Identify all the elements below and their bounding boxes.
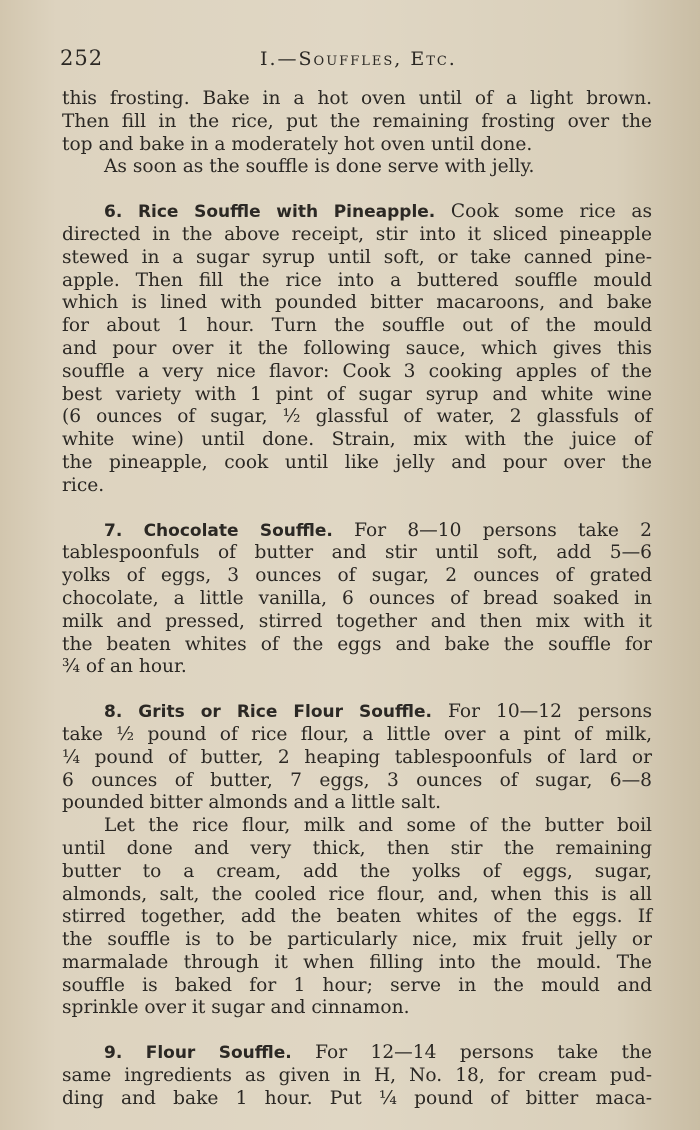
text-line: pounded bitter almonds and a little salt.	[62, 792, 442, 814]
text-line: until done and very thick, then stir the remaining	[62, 837, 652, 859]
recipe-first-line	[62, 520, 652, 543]
recipe-7	[62, 520, 652, 680]
text-line: white wine) until done. Strain, mix with the juice of	[62, 429, 652, 451]
text-line: yolks of eggs, 3 ounces of sugar, 2 ounces of grated	[62, 565, 652, 587]
text-line: stirred together, add the beaten whites of the eggs. If	[62, 906, 652, 928]
paragraph	[62, 156, 652, 179]
text-line: best variety with 1 pint of sugar syrup and white wine	[62, 383, 652, 405]
recipe-9	[62, 1042, 652, 1110]
text-line: As soon as the souffle is done serve with jelly.	[104, 156, 535, 178]
text-line: the pineapple, cook until like jelly and pour over the	[62, 451, 652, 473]
text-line: butter to a cream, add the yolks of eggs, sugar,	[62, 860, 652, 882]
text-line: apple. Then fill the rice into a buttered souffle mould	[62, 269, 652, 291]
text-line: ding and bake 1 hour. Put ¼ pound of bitter maca-	[62, 1087, 652, 1109]
page-number: 252	[60, 46, 104, 70]
text-run: For 10—12 persons	[448, 701, 652, 723]
text-line: tablespoonfuls of butter and stir until soft, add 5—6	[62, 542, 652, 564]
text-line: stewed in a sugar syrup until soft, or take canned pine-	[62, 246, 652, 268]
recipe-first-line	[62, 701, 652, 724]
recipe-6	[62, 201, 652, 497]
paragraph	[62, 88, 652, 156]
text-line: sprinkle over it sugar and cinnamon.	[62, 997, 410, 1019]
text-line: the beaten whites of the eggs and bake the souffle for	[62, 633, 652, 655]
text-line: same ingredients as given in H, No. 18, for cream pud-	[62, 1065, 652, 1087]
text-line: for about 1 hour. Turn the souffle out of the mould	[62, 315, 652, 337]
text-line: almonds, salt, the cooled rice flour, and, when this is all	[62, 883, 652, 905]
text-line: this frosting. Bake in a hot oven until of a light brown.	[62, 88, 652, 109]
text-line: ¼ pound of butter, 2 heaping tablespoonfuls of lard or	[62, 746, 652, 768]
text-line: which is lined with pounded bitter macaroons, and bake	[62, 292, 652, 314]
text-line: chocolate, a little vanilla, 6 ounces of bread soaked in	[62, 587, 652, 609]
text-line: take ½ pound of rice flour, a little over a pint of milk,	[62, 723, 652, 745]
text-run: For 12—14 persons take the	[315, 1042, 652, 1064]
text-run: Cook some rice as	[450, 201, 652, 223]
text-line: souffle a very nice flavor: Cook 3 cooking apples of the	[62, 360, 652, 382]
text-run: For 8—10 persons take 2	[354, 519, 652, 541]
text-line: top and bake in a moderately hot oven until done.	[62, 133, 533, 155]
text-line: and pour over it the following sauce, which gives this	[62, 337, 652, 359]
text-line: milk and pressed, stirred together and then mix with it	[62, 610, 652, 632]
text-line: souffle is baked for 1 hour; serve in the mould and	[62, 974, 652, 996]
text-line: directed in the above receipt, stir into it sliced pineapple	[62, 223, 652, 245]
text-line: (6 ounces of sugar, ½ glassful of water, 2 glassfuls of	[62, 406, 652, 428]
recipe-heading: 8. Grits or Rice Flour Souffle.	[104, 702, 432, 723]
text-line: Then fill in the rice, put the remaining frosting over the	[62, 110, 652, 132]
text-line: 6 ounces of butter, 7 eggs, 3 ounces of sugar, 6—8	[62, 769, 652, 791]
paragraph	[62, 815, 652, 1020]
text-line: rice.	[62, 474, 105, 496]
recipe-8	[62, 701, 652, 815]
text-line: Let the rice flour, milk and some of the butter boil	[104, 815, 652, 837]
page-body	[62, 88, 652, 1111]
running-head: I.—Souffles, Etc.	[260, 48, 457, 70]
page-header	[60, 46, 650, 76]
recipe-heading: 7. Chocolate Souffle.	[104, 520, 333, 541]
recipe-first-line	[62, 201, 652, 224]
recipe-first-line	[62, 1042, 652, 1065]
recipe-heading: 6. Rice Souffle with Pineapple.	[104, 202, 436, 223]
text-line: ¾ of an hour.	[62, 656, 187, 678]
text-line: marmalade through it when filling into the mould. The	[62, 951, 652, 973]
text-line: the souffle is to be particularly nice, mix fruit jelly or	[62, 929, 652, 951]
recipe-heading: 9. Flour Souffle.	[104, 1043, 292, 1064]
